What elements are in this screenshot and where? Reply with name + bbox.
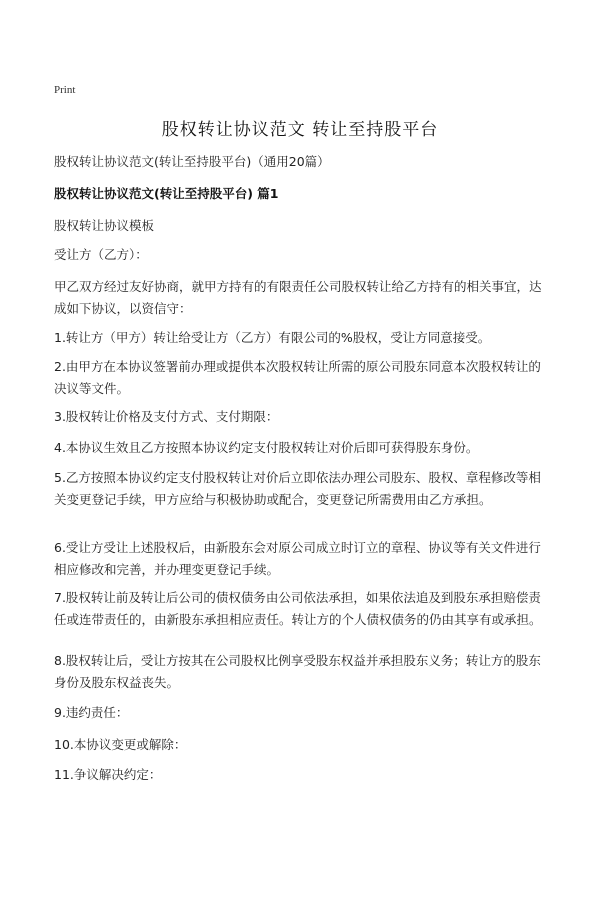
- subtitle-paragraph: 股权转让协议范文(转让至持股平台)（通用20篇）: [54, 154, 330, 169]
- clause-6: 6.受让方受让上述股权后，由新股东会对原公司成立时订立的章程、协议等有关文件进行相应修改和完善，并办理变更登记手续。: [54, 540, 541, 577]
- clause-11: 11.争议解决约定：: [54, 767, 162, 782]
- clause-4: 4.本协议生效且乙方按照本协议约定支付股权转让对价后即可获得股东身份。: [54, 440, 479, 455]
- assignee-line: 受让方（乙方）：: [54, 247, 148, 262]
- document-title: 股权转让协议范文 转让至持股平台: [161, 120, 439, 140]
- print-label: Print: [54, 84, 76, 96]
- clause-10: 10.本协议变更或解除：: [54, 737, 187, 752]
- template-label: 股权转让协议模板: [54, 218, 155, 233]
- clause-8: 8.股权转让后，受让方按其在公司股权比例享受股东权益并承担股东义务；转让方的股东身份及股东权益丧失。: [54, 653, 541, 690]
- clause-7: 7.股权转让前及转让后公司的债权债务由公司依法承担，如果依法追及到股东承担赔偿责任或连带责任的，由新股东承担相应责任。转让方的个人债权债务的仍由其享有或承担。: [54, 590, 542, 627]
- intro-paragraph: 甲乙双方经过友好协商，就甲方持有的有限责任公司股权转让给乙方持有的相关事宜，达成如下协议，以资信守：: [54, 279, 542, 316]
- clause-2: 2.由甲方在本协议签署前办理或提供本次股权转让所需的原公司股东同意本次股权转让的决议等文件。: [54, 359, 541, 396]
- clause-1: 1.转让方（甲方）转让给受让方（乙方）有限公司的%股权，受让方同意接受。: [54, 330, 491, 345]
- clause-5: 5.乙方按照本协议约定支付股权转让对价后立即依法办理公司股东、股权、章程修改等相关变更登记手续，甲方应给与积极协助或配合，变更登记所需费用由乙方承担。: [54, 470, 541, 507]
- section-heading: 股权转让协议范文(转让至持股平台) 篇1: [54, 186, 279, 201]
- clause-3: 3.股权转让价格及支付方式、支付期限：: [54, 409, 279, 424]
- clause-9: 9.违约责任：: [54, 705, 129, 720]
